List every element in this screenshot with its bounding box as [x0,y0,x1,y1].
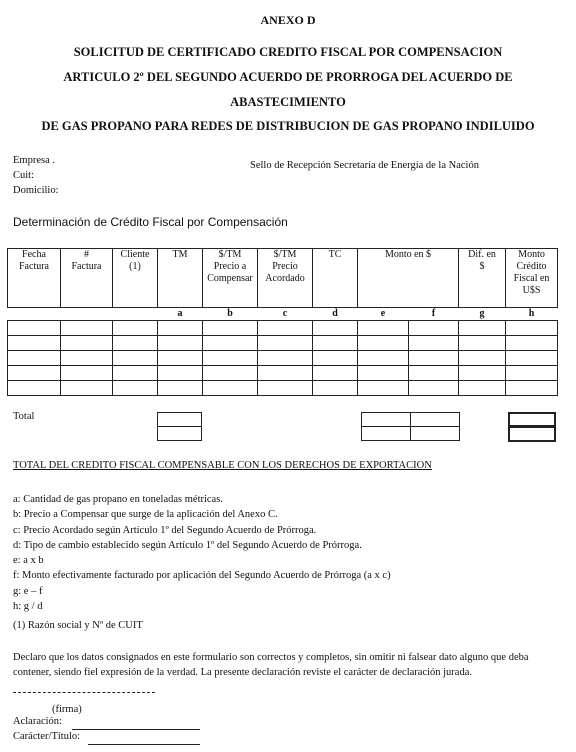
aclaracion-line[interactable] [72,729,200,730]
letter-c: c [282,308,288,319]
title-line-4: DE GAS PROPANO PARA REDES DE DISTRIBUCION DE GAS PROPANO INDILUIDO [41,119,535,133]
table-cell[interactable] [459,351,506,366]
table-cell[interactable] [506,381,558,396]
letter-a: a [177,308,183,319]
table-cell[interactable] [61,336,113,351]
total-label: Total [13,411,35,422]
table-cell[interactable] [358,336,409,351]
table-cell[interactable] [61,321,113,336]
header-monto: Monto en $ [358,249,459,308]
annex-label: ANEXO D [260,13,316,27]
table-cell[interactable] [8,381,61,396]
note-f: f: Monto efectivamente facturado por aplicación del Segundo Acuerdo de Prórroga (a x c) [13,570,391,582]
table-cell[interactable] [313,336,358,351]
credit-table [7,248,558,396]
declaration [13,650,573,680]
note-a: a: Cantidad de gas propano en toneladas métricas. [13,494,223,505]
letter-cell [8,308,61,321]
total-box-h[interactable] [508,412,556,427]
signature-line[interactable] [13,692,155,693]
header-precio-acordado: $/TM Precio Acordado [258,249,313,308]
table-cell[interactable] [61,351,113,366]
table-cell[interactable] [506,336,558,351]
declaration-line-1: Declaro que los datos consignados en este formulario son correctos y completos, sin omitir ni falsear dato alguno que deba [13,652,529,663]
title-line-2: ARTICULO 2º DEL SEGUNDO ACUERDO DE PRORROGA DEL ACUERDO DE [63,70,513,84]
header-tc: TC [313,249,358,308]
table-cell[interactable] [459,381,506,396]
table-cell[interactable] [203,381,258,396]
footnote: (1) Razón social y Nº de CUIT [13,620,143,631]
letter-row [8,308,558,321]
table-cell[interactable] [313,366,358,381]
table-cell[interactable] [258,336,313,351]
table-header-row [8,249,558,308]
header-dif: Dif. en $ [459,249,506,308]
table-cell[interactable] [203,321,258,336]
table-cell[interactable] [203,336,258,351]
table-cell[interactable] [203,366,258,381]
header-monto-credito: Monto Crédito Fiscal en U$S [506,249,558,308]
sello-label: Sello de Recepción Secretaría de Energía de la Nación [250,160,479,171]
table-cell[interactable] [203,351,258,366]
declaration-line-2: contener, siendo fiel expresión de la verdad. La presente declaración reviste el carácter de declaración jurada. [13,667,473,678]
total-box-f[interactable] [410,412,460,427]
total-box-tm[interactable] [157,412,202,427]
caracter-line[interactable] [88,744,200,745]
table-cell[interactable] [113,381,158,396]
table-row [8,336,558,351]
table-cell[interactable] [459,321,506,336]
header-numero-factura: # Factura [61,249,113,308]
table-cell[interactable] [8,366,61,381]
letter-f: f [431,308,436,319]
header-precio-compensar: $/TM Precio a Compensar [203,249,258,308]
table-cell[interactable] [61,381,113,396]
table-cell[interactable] [409,366,459,381]
note-e: e: a x b [13,555,44,567]
table-cell[interactable] [313,351,358,366]
table-cell[interactable] [113,336,158,351]
table-cell[interactable] [158,381,203,396]
table-cell[interactable] [113,321,158,336]
aclaracion-label: Aclaración: [13,716,62,727]
notes-list [13,492,391,614]
table-cell[interactable] [158,351,203,366]
table-cell[interactable] [258,381,313,396]
total-box-h-2[interactable] [508,426,556,442]
table-cell[interactable] [358,381,409,396]
table-cell[interactable] [258,351,313,366]
letter-h: h [528,308,535,319]
total-box-e[interactable] [361,412,411,427]
table-row [8,351,558,366]
header-fecha-factura: Fecha Factura [8,249,61,308]
domicilio-label: Domicilio: [13,185,59,196]
total-compensable-label: TOTAL DEL CREDITO FISCAL COMPENSABLE CON LOS DERECHOS DE EXPORTACION [13,460,432,471]
total-box-f-2[interactable] [410,426,460,441]
table-cell[interactable] [459,366,506,381]
letter-d: d [332,308,338,319]
table-cell[interactable] [313,381,358,396]
table-cell[interactable] [409,351,459,366]
header-cliente: Cliente (1) [113,249,158,308]
note-b: b: Precio a Compensar que surge de la aplicación del Anexo C. [13,509,278,521]
table-cell[interactable] [258,366,313,381]
empresa-label: Empresa . [13,155,55,166]
letter-cell [113,308,158,321]
table-cell[interactable] [313,321,358,336]
table-cell[interactable] [158,366,203,381]
table-row [8,321,558,336]
note-c: c: Precio Acordado según Artículo 1º del Segundo Acuerdo de Prórroga. [13,524,317,536]
letter-e: e [380,308,386,319]
table-cell[interactable] [8,351,61,366]
header-tm: TM [158,249,203,308]
title-line-1: SOLICITUD DE CERTIFICADO CREDITO FISCAL POR COMPENSACION [73,45,503,59]
total-box-e-2[interactable] [361,426,411,441]
table-cell[interactable] [113,351,158,366]
note-g: g: e – f [13,585,43,597]
table-cell[interactable] [409,336,459,351]
letter-cell [61,308,113,321]
table-cell[interactable] [506,351,558,366]
table-cell[interactable] [506,366,558,381]
table-cell[interactable] [8,336,61,351]
note-h: h: g / d [13,601,43,613]
table-cell[interactable] [158,321,203,336]
note-d: d: Tipo de cambio establecido según Artículo 1º del Segundo Acuerdo de Prórroga. [13,539,362,551]
table-cell[interactable] [358,321,409,336]
table-cell[interactable] [61,366,113,381]
total-box-tm-2[interactable] [157,426,202,441]
table-cell[interactable] [258,321,313,336]
table-cell[interactable] [158,336,203,351]
table-row [8,366,558,381]
letter-b: b [227,308,233,319]
table-cell[interactable] [113,366,158,381]
table-cell[interactable] [409,381,459,396]
table-cell[interactable] [358,366,409,381]
table-cell[interactable] [506,321,558,336]
table-cell[interactable] [459,336,506,351]
section-title: Determinación de Crédito Fiscal por Compensación [13,215,288,229]
title-line-3: ABASTECIMIENTO [230,95,346,109]
table-row [8,381,558,396]
table-cell[interactable] [8,321,61,336]
cuit-label: Cuit: [13,170,35,181]
caracter-label: Carácter/Título: [13,731,81,742]
table-cell[interactable] [358,351,409,366]
table-cell[interactable] [409,321,459,336]
firma-label: (firma) [52,704,82,715]
letter-g: g [479,308,485,319]
